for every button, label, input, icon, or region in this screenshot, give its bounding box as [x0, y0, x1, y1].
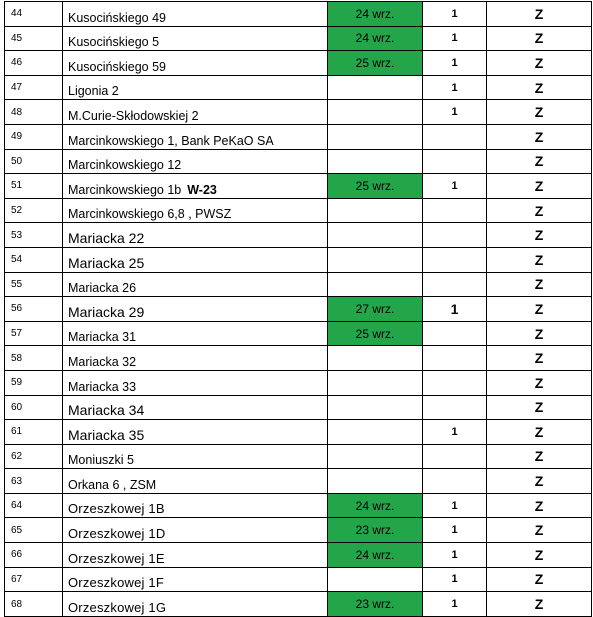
address-cell[interactable] [63, 567, 328, 592]
row-number-cell[interactable]: 46 [5, 51, 63, 76]
table-row [5, 543, 592, 568]
address-cell[interactable] [63, 518, 328, 543]
address-text: Mariacka 34 [68, 402, 145, 419]
address-cell[interactable] [63, 297, 328, 322]
status-cell[interactable]: Z [487, 75, 592, 100]
address-cell[interactable] [63, 51, 328, 76]
address-cell[interactable] [63, 493, 328, 518]
date-cell[interactable]: 24 wrz. [328, 2, 423, 27]
row-number-cell[interactable]: 45 [5, 26, 63, 51]
status-cell[interactable]: Z [487, 346, 592, 371]
status-cell[interactable]: Z [487, 149, 592, 174]
address-text: Kusocińskiego 5 [68, 35, 160, 50]
date-cell[interactable]: 27 wrz. [328, 297, 423, 322]
address-cell[interactable] [63, 26, 328, 51]
address-cell[interactable] [63, 174, 328, 199]
status-cell[interactable]: Z [487, 198, 592, 223]
status-cell[interactable]: Z [487, 247, 592, 272]
date-cell[interactable] [328, 124, 423, 149]
count-cell[interactable]: 1 [423, 75, 487, 100]
address-text: Mariacka 32 [68, 354, 137, 369]
table-row [5, 223, 592, 248]
address-code: W-23 [187, 182, 217, 197]
address-text: Marcinkowskiego 6,8 , PWSZ [68, 207, 232, 222]
status-cell[interactable]: Z [487, 2, 592, 27]
date-cell[interactable]: 23 wrz. [328, 592, 423, 617]
count-cell[interactable] [423, 370, 487, 395]
count-cell[interactable] [423, 395, 487, 420]
address-text: Marcinkowskiego 12 [68, 158, 182, 173]
table-row [5, 592, 592, 617]
date-cell[interactable] [328, 567, 423, 592]
address-cell[interactable] [63, 75, 328, 100]
table-row [5, 272, 592, 297]
date-cell[interactable]: 24 wrz. [328, 26, 423, 51]
table-row [5, 124, 592, 149]
date-cell[interactable] [328, 370, 423, 395]
date-cell[interactable] [328, 149, 423, 174]
address-text: Marcinkowskiego 1, Bank PeKaO SA [68, 133, 274, 148]
table-row [5, 247, 592, 272]
address-cell[interactable] [63, 2, 328, 27]
table-row [5, 100, 592, 125]
status-cell[interactable]: Z [487, 420, 592, 445]
date-cell[interactable]: 25 wrz. [328, 321, 423, 346]
table-row [5, 493, 592, 518]
row-number-cell[interactable]: 63 [5, 469, 63, 494]
date-cell[interactable]: 25 wrz. [328, 51, 423, 76]
row-number-cell[interactable]: 44 [5, 2, 63, 27]
count-cell[interactable] [423, 223, 487, 248]
count-cell[interactable]: 1 [423, 26, 487, 51]
date-cell[interactable] [328, 223, 423, 248]
status-cell[interactable]: Z [487, 592, 592, 617]
row-number-cell[interactable]: 52 [5, 198, 63, 223]
address-text: Mariacka 31 [68, 330, 137, 345]
status-cell[interactable]: Z [487, 567, 592, 592]
count-cell[interactable]: 1 [423, 493, 487, 518]
table-row [5, 444, 592, 469]
address-text: Ligonia 2 [68, 84, 119, 99]
table-row [5, 2, 592, 27]
address-text: Mariacka 22 [68, 229, 145, 246]
date-cell[interactable]: 25 wrz. [328, 174, 423, 199]
count-cell[interactable]: 1 [423, 297, 487, 322]
row-number-cell[interactable]: 67 [5, 567, 63, 592]
address-text: Orzeszkowej 1G [68, 599, 167, 615]
count-cell[interactable]: 1 [423, 2, 487, 27]
row-number-cell[interactable]: 54 [5, 247, 63, 272]
count-cell[interactable]: 1 [423, 51, 487, 76]
count-cell[interactable]: 1 [423, 100, 487, 125]
table-row [5, 518, 592, 543]
count-cell[interactable] [423, 321, 487, 346]
address-text: Kusocińskiego 59 [68, 59, 166, 74]
status-cell[interactable]: Z [487, 223, 592, 248]
row-number-cell[interactable]: 50 [5, 149, 63, 174]
count-cell[interactable]: 1 [423, 592, 487, 617]
row-number-cell[interactable]: 65 [5, 518, 63, 543]
table-body [5, 2, 592, 617]
address-text: Orzeszkowej 1F [68, 575, 164, 591]
address-cell[interactable] [63, 100, 328, 125]
count-cell[interactable] [423, 124, 487, 149]
count-cell[interactable] [423, 272, 487, 297]
row-number-cell[interactable]: 53 [5, 223, 63, 248]
date-cell[interactable] [328, 198, 423, 223]
address-text: Orzeszkowej 1B [68, 501, 165, 517]
date-cell[interactable] [328, 469, 423, 494]
status-cell[interactable]: Z [487, 51, 592, 76]
table-row [5, 75, 592, 100]
address-cell[interactable] [63, 149, 328, 174]
table-row [5, 198, 592, 223]
table-row [5, 321, 592, 346]
table-row [5, 346, 592, 371]
address-cell[interactable] [63, 420, 328, 445]
date-cell[interactable] [328, 346, 423, 371]
address-cell[interactable] [63, 543, 328, 568]
row-number-cell[interactable]: 68 [5, 592, 63, 617]
status-cell[interactable]: Z [487, 124, 592, 149]
count-cell[interactable]: 1 [423, 174, 487, 199]
status-cell[interactable]: Z [487, 26, 592, 51]
row-number-cell[interactable]: 62 [5, 444, 63, 469]
status-cell[interactable]: Z [487, 297, 592, 322]
address-text: M.Curie-Skłodowskiej 2 [68, 108, 199, 123]
row-number-cell[interactable]: 51 [5, 174, 63, 199]
row-number-cell[interactable]: 59 [5, 370, 63, 395]
count-cell[interactable] [423, 247, 487, 272]
address-text: Mariacka 25 [68, 254, 145, 271]
table-row [5, 395, 592, 420]
row-number-cell[interactable]: 55 [5, 272, 63, 297]
address-text: Mariacka 35 [68, 426, 145, 443]
count-cell[interactable] [423, 149, 487, 174]
count-cell[interactable] [423, 469, 487, 494]
date-cell[interactable] [328, 100, 423, 125]
address-text: Orzeszkowej 1D [68, 526, 166, 542]
address-text: Orkana 6 , ZSM [68, 477, 157, 492]
date-cell[interactable] [328, 444, 423, 469]
table-row [5, 149, 592, 174]
table-row [5, 51, 592, 76]
address-text: Mariacka 33 [68, 379, 137, 394]
status-cell[interactable]: Z [487, 174, 592, 199]
status-cell[interactable]: Z [487, 518, 592, 543]
address-cell[interactable] [63, 198, 328, 223]
table-row [5, 370, 592, 395]
date-cell[interactable] [328, 395, 423, 420]
address-text: Mariacka 29 [68, 303, 145, 320]
status-cell[interactable]: Z [487, 272, 592, 297]
address-cell[interactable] [63, 124, 328, 149]
row-number-cell[interactable]: 49 [5, 124, 63, 149]
row-number-cell[interactable]: 60 [5, 395, 63, 420]
row-number-cell[interactable]: 47 [5, 75, 63, 100]
address-cell[interactable] [63, 592, 328, 617]
status-cell[interactable]: Z [487, 493, 592, 518]
date-cell[interactable] [328, 247, 423, 272]
date-cell[interactable]: 24 wrz. [328, 493, 423, 518]
row-number-cell[interactable]: 64 [5, 493, 63, 518]
address-cell[interactable] [63, 370, 328, 395]
status-cell[interactable]: Z [487, 543, 592, 568]
status-cell[interactable]: Z [487, 444, 592, 469]
count-cell[interactable]: 1 [423, 567, 487, 592]
table-row [5, 420, 592, 445]
count-cell[interactable]: 1 [423, 518, 487, 543]
row-number-cell[interactable]: 58 [5, 346, 63, 371]
row-number-cell[interactable]: 61 [5, 420, 63, 445]
address-cell[interactable] [63, 223, 328, 248]
address-cell[interactable] [63, 469, 328, 494]
count-cell[interactable] [423, 444, 487, 469]
address-text: Mariacka 26 [68, 281, 137, 296]
count-cell[interactable] [423, 198, 487, 223]
address-cell[interactable] [63, 395, 328, 420]
status-cell[interactable]: Z [487, 321, 592, 346]
table-row [5, 26, 592, 51]
address-cell[interactable] [63, 321, 328, 346]
status-cell[interactable]: Z [487, 370, 592, 395]
address-cell[interactable] [63, 444, 328, 469]
date-cell[interactable]: 24 wrz. [328, 543, 423, 568]
table-row [5, 567, 592, 592]
table-row [5, 174, 592, 199]
address-text: Marcinkowskiego 1b [68, 182, 182, 197]
address-text: Orzeszkowej 1E [68, 550, 165, 566]
address-cell[interactable] [63, 272, 328, 297]
row-number-cell[interactable]: 48 [5, 100, 63, 125]
table-row [5, 469, 592, 494]
address-cell[interactable] [63, 346, 328, 371]
date-cell[interactable] [328, 75, 423, 100]
status-cell[interactable]: Z [487, 100, 592, 125]
row-number-cell[interactable]: 66 [5, 543, 63, 568]
status-cell[interactable]: Z [487, 469, 592, 494]
date-cell[interactable]: 23 wrz. [328, 518, 423, 543]
address-cell[interactable] [63, 247, 328, 272]
date-cell[interactable] [328, 420, 423, 445]
row-number-cell[interactable]: 57 [5, 321, 63, 346]
table-row [5, 297, 592, 322]
count-cell[interactable]: 1 [423, 420, 487, 445]
count-cell[interactable] [423, 346, 487, 371]
row-number-cell[interactable]: 56 [5, 297, 63, 322]
address-text: Moniuszki 5 [68, 453, 134, 468]
address-text: Kusocińskiego 49 [68, 10, 166, 25]
address-schedule-table [4, 1, 592, 617]
status-cell[interactable]: Z [487, 395, 592, 420]
date-cell[interactable] [328, 272, 423, 297]
count-cell[interactable]: 1 [423, 543, 487, 568]
